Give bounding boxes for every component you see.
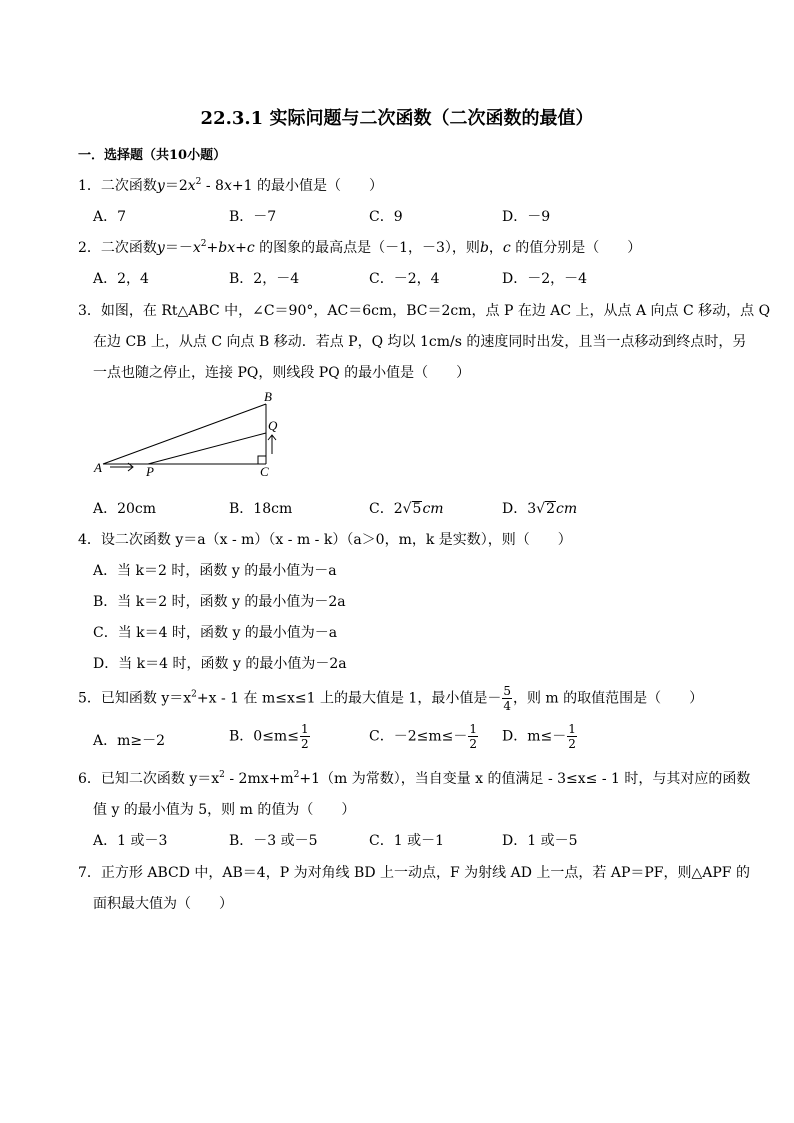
question-2-option-a[interactable]: A．2，4 (93, 271, 149, 287)
question-2-stem: 2．二次函数$y=-x^2+bx+c$ 的图象的最高点是（－1，－3），则b，c 的值分别是（ ） (78, 239, 642, 256)
question-2-option-d[interactable]: D．－2，－4 (502, 271, 588, 287)
question-6-stem-line-1: 6．已知二次函数 $y=x^2 - 2mx+m^2+1(m$ 为常数），当自变量 x 的值满足 - 3≤x≤ - 1 时，与其对应的函数 (78, 770, 751, 787)
label-q: Q (268, 418, 278, 433)
label-b: B (264, 389, 272, 404)
question-2-option-b[interactable]: B．2，－4 (229, 271, 300, 287)
question-4-option-c[interactable]: C．当 k＝4 时，函数 y 的最小值为－a (93, 625, 338, 641)
label-p: P (146, 464, 154, 479)
triangle-figure (88, 388, 288, 483)
label-c: C (260, 464, 269, 479)
question-3-option-a[interactable]: A．20cm (93, 501, 157, 517)
question-5-option-d[interactable]: D．m≤－ $\frac{1}{2}$ (502, 722, 576, 751)
question-3-stem-line-2: 在边 CB 上，从点 C 向点 B 移动．若点 P，Q 均以 1cm/s 的速度同时出发，且当一点移动到终点时，另 (93, 334, 747, 350)
question-4-option-d[interactable]: D．当 k＝4 时，函数 y 的最小值为－2a (93, 656, 347, 672)
question-3-stem-line-1: 3．如图，在 Rt△ABC 中，∠C＝90°，AC＝6cm，BC＝2cm，点 P 在边 AC 上，从点 A 向点 C 移动，点 Q (78, 303, 771, 319)
question-6-option-b[interactable]: B．－3 或－5 (229, 833, 318, 849)
question-6-option-c[interactable]: C．1 或－1 (369, 833, 444, 849)
question-6-option-d[interactable]: D．1 或－5 (502, 833, 578, 849)
question-2-option-c[interactable]: C．－2，4 (369, 271, 440, 287)
side-ab (103, 404, 266, 464)
page-title: 22.3.1 实际问题与二次函数（二次函数的最值） (200, 108, 594, 129)
label-a: A (94, 460, 102, 475)
question-5-stem: 5．已知函数 $y=x^2+x - 1$ 在 m≤x≤1 上的最大值是 1，最小值是－ $\frac{5}{4}$ ，则 m 的取值范围是（ ） (78, 684, 704, 713)
question-7-stem-line-2: 面积最大值为（ ） (93, 896, 233, 912)
question-6-option-a[interactable]: A．1 或－3 (93, 833, 168, 849)
question-4-stem: 4．设二次函数 y＝a（x - m）（x - m - k）（a＞0，m，k 是实数），则（ ） (78, 532, 572, 548)
question-5-option-c[interactable]: C．－2≤m≤－ $\frac{1}{2}$ (369, 722, 477, 751)
right-angle-mark (258, 456, 266, 464)
question-4-option-b[interactable]: B．当 k＝2 时，函数 y 的最小值为－2a (93, 594, 346, 610)
question-1-stem: 1．二次函数$y=2x^2 - 8x+1$ 的最小值是（ ） (78, 177, 383, 194)
question-1-option-c[interactable]: C．9 (369, 209, 403, 225)
question-3-stem-line-3: 一点也随之停止，连接 PQ，则线段 PQ 的最小值是（ ） (93, 365, 471, 381)
question-3-option-d[interactable]: D．3√2cm (502, 501, 578, 517)
section-heading: 一．选择题（共10小题） (78, 148, 227, 163)
question-1-option-d[interactable]: D．－9 (502, 209, 551, 225)
segment-pq (148, 433, 266, 464)
question-7-stem-line-1: 7．正方形 ABCD 中，AB＝4，P 为对角线 BD 上一动点，F 为射线 AD 上一点，若 AP＝PF，则△APF 的 (78, 865, 750, 881)
question-4-option-a[interactable]: A．当 k＝2 时，函数 y 的最小值为－a (93, 563, 337, 579)
question-5-option-a[interactable]: A．m≥－2 (93, 733, 166, 749)
question-1-option-b[interactable]: B．－7 (229, 209, 277, 225)
question-1-option-a[interactable]: A．7 (93, 209, 127, 225)
question-5-option-b[interactable]: B．0≤m≤ $\frac{1}{2}$ (229, 722, 309, 751)
question-3-option-c[interactable]: C．2√5cm (369, 501, 444, 517)
question-6-stem-line-2: 值 y 的最小值为 5，则 m 的值为（ ） (93, 802, 356, 818)
question-3-option-b[interactable]: B．18cm (229, 501, 293, 517)
